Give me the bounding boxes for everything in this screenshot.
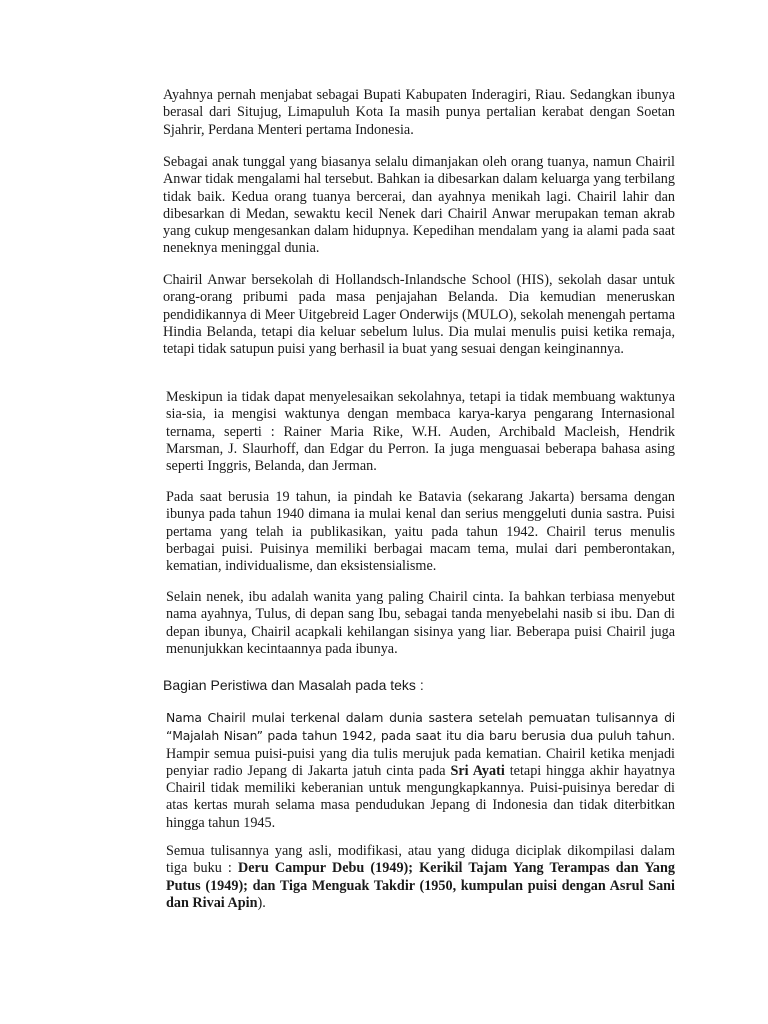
paragraph-father: Ayahnya pernah menjabat sebagai Bupati Kabupaten Inderagiri, Riau. Sedangkan ibunya berasal dari Situjug, Limapuluh Kota Ia masih punya pertalian kerabat dengan Soetan Sjahrir, Perdana Menteri pertama Indonesia. bbox=[163, 87, 675, 138]
section-heading: Bagian Peristiwa dan Masalah pada teks : bbox=[163, 677, 424, 693]
paragraph-fame bbox=[166, 709, 675, 832]
paragraph-mother: Selain nenek, ibu adalah wanita yang paling Chairil cinta. Ia bahkan terbiasa menyebut nama ayahnya, Tulus, di depan sang Ibu, sebagai tanda menyebelahi nasib si ibu. Dan di depan ibunya, Chairil acapkali kehilangan sisinya yang liar. Beberapa puisi Chairil juga menunjukkan kecintaannya pada ibunya. bbox=[166, 589, 675, 657]
fame-end-text: tetapi hingga akhir hayatnya Chairil tidak memiliki keberanian untuk mengungkapkannya. Puisi-puisinya beredar di atas kertas murah selama masa pendudukan Jepang di Indonesia dan tidak diterbitkan hingga tahun 1945. bbox=[166, 762, 675, 831]
books-closing-text: ). bbox=[257, 894, 266, 911]
paragraph-education: Chairil Anwar bersekolah di Hollandsch-Inlandsche School (HIS), sekolah dasar untuk orang-orang pribumi pada masa penjajahan Belanda. Dia kemudian meneruskan pendidikannya di Meer Uitgebreid Lager Onderwijs (MULO), sekolah menengah pertama Hindia Belanda, tetapi dia keluar sebelum lulus. Dia mulai menulis puisi ketika remaja, tetapi tidak satupun puisi yang berhasil ia buat yang sesuai dengan keinginannya. bbox=[163, 272, 675, 358]
paragraph-batavia: Pada saat berusia 19 tahun, ia pindah ke Batavia (sekarang Jakarta) bersama dengan ibunya pada tahun 1940 dimana ia mulai kenal dan serius menggeluti dunia sastra. Puisi pertama yang telah ia publikasikan, yaitu pada tahun 1942. Chairil terus menulis berbagai puisi. Puisinya memiliki berbagai macam tema, mulai dari pemberontakan, kematian, individualisme, dan eksistensialisme. bbox=[166, 489, 675, 575]
paragraph-reading: Meskipun ia tidak dapat menyelesaikan sekolahnya, tetapi ia tidak membuang waktunya sia-sia, ia mengisi waktunya dengan membaca karya-karya pengarang Internasional ternama, seperti : Rainer Maria Rike, W.H. Auden, Archibald Macleish, Hendrik Marsman, J. Slaurhoff, dan Edgar du Perron. Ia juga menguasai beberapa bahasa asing seperti Inggris, Belanda, dan Jerman. bbox=[166, 389, 675, 475]
fame-intro-text: Nama Chairil mulai terkenal dalam dunia sastera setelah pemuatan tulisannya di “Majalah Nisan” pada tahun 1942, pada saat itu dia baru berusia dua puluh tahun. bbox=[166, 710, 675, 744]
paragraph-childhood: Sebagai anak tunggal yang biasanya selalu dimanjakan oleh orang tuanya, namun Chairil Anwar tidak mengalami hal tersebut. Bahkan ia dibesarkan dalam keluarga yang terbilang tidak baik. Kedua orang tuanya bercerai, dan ayahnya menikah lagi. Chairil lahir dan dibesarkan di Medan, sewaktu kecil Nenek dari Chairil Anwar merupakan teman akrab yang cukup mengesankan dalam hidupnya. Kepedihan mendalam yang ia alami pada saat neneknya meninggal dunia. bbox=[163, 154, 675, 257]
sri-ayati-name: Sri Ayati bbox=[450, 762, 505, 779]
fame-body-text: Hampir semua puisi-puisi yang dia tulis merujuk pada kematian. Chairil ketika menjadi penyiar radio Jepang di Jakarta jatuh cinta pada bbox=[166, 745, 675, 779]
books-intro-text: Semua tulisannya yang asli, modifikasi, atau yang diduga diciplak dikompilasi dalam tiga buku : bbox=[166, 843, 675, 877]
book-titles: Deru Campur Debu (1949); Kerikil Tajam Yang Terampas dan Yang Putus (1949); dan Tiga Menguak Takdir (1950, kumpulan puisi dengan Asrul Sani dan Rivai Apin bbox=[166, 860, 676, 911]
paragraph-books bbox=[166, 843, 675, 912]
